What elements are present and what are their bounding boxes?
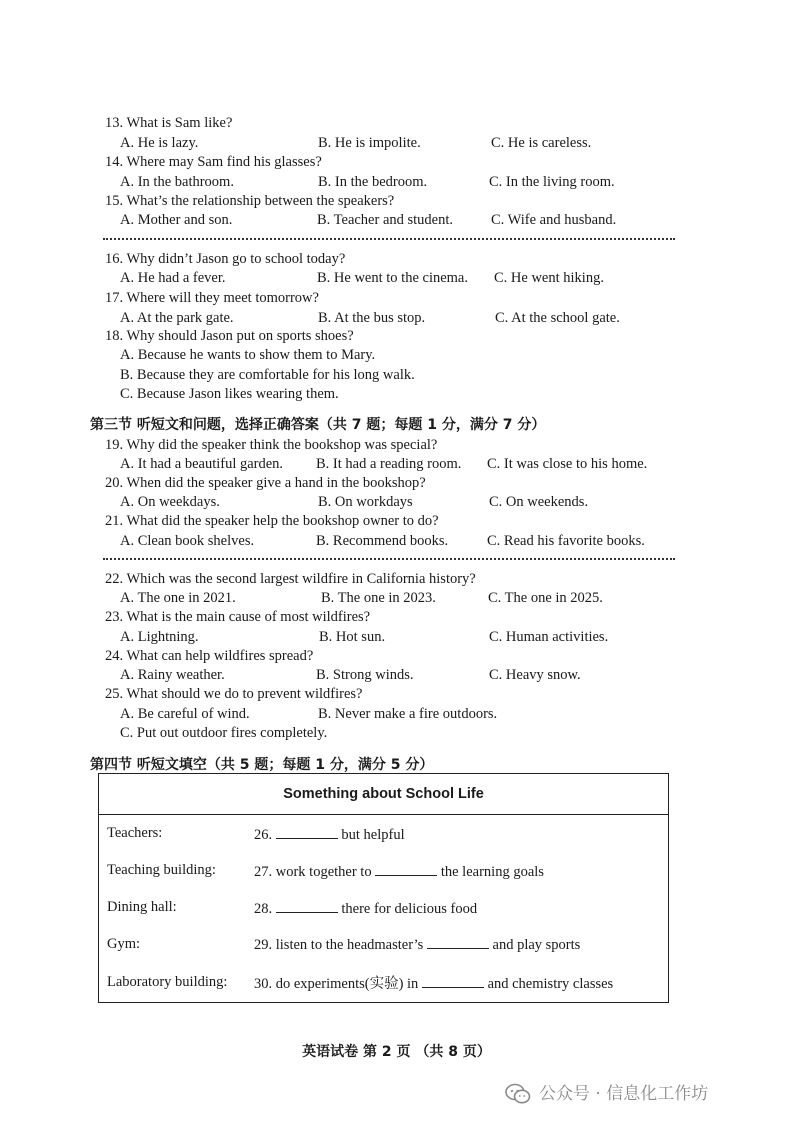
answer-blank-29[interactable]	[427, 934, 489, 949]
option-14b: B. In the bedroom.	[318, 174, 428, 190]
option-19c: C. It was close to his home.	[487, 456, 648, 472]
option-22c: C. The one in 2025.	[488, 590, 603, 606]
option-16b: B. He went to the cinema.	[317, 270, 468, 286]
option-20a: A. On weekdays.	[120, 494, 220, 510]
option-21a: A. Clean book shelves.	[120, 533, 255, 549]
option-17c: C. At the school gate.	[495, 310, 620, 326]
table-row	[99, 963, 669, 1003]
option-15a: A. Mother and son.	[120, 212, 233, 228]
question-18: 18. Why should Jason put on sports shoes?	[105, 328, 354, 344]
row-prefix: 26.	[254, 826, 273, 843]
row-suffix: and play sports	[492, 937, 581, 954]
row-content	[254, 926, 669, 963]
question-19: 19. Why did the speaker think the bookshop was special?	[105, 437, 438, 453]
option-16a: A. He had a fever.	[120, 270, 226, 286]
table-row	[99, 926, 669, 963]
question-24: 24. What can help wildfires spread?	[105, 648, 314, 664]
table-row	[99, 852, 669, 889]
option-21b: B. Recommend books.	[316, 533, 449, 549]
option-14c: C. In the living room.	[489, 174, 615, 190]
option-13b: B. He is impolite.	[318, 135, 421, 151]
option-21c: C. Read his favorite books.	[487, 533, 645, 549]
row-content	[254, 852, 669, 889]
question-16: 16. Why didn’t Jason go to school today?	[105, 251, 346, 267]
answer-blank-27[interactable]	[375, 861, 437, 876]
question-14: 14. Where may Sam find his glasses?	[105, 154, 322, 170]
row-prefix: 30. do experiments(实验) in	[254, 975, 419, 992]
option-23b: B. Hot sun.	[319, 629, 386, 645]
question-23: 23. What is the main cause of most wildfires?	[105, 609, 371, 625]
option-22a: A. The one in 2021.	[120, 590, 236, 606]
option-24b: B. Strong winds.	[316, 667, 414, 683]
row-content	[254, 963, 669, 1003]
option-20c: C. On weekends.	[489, 494, 589, 510]
section-3-heading: 第三节 听短文和问题，选择正确答案（共 7 题；每题 1 分，满分 7 分）	[90, 417, 546, 433]
dotted-divider	[103, 238, 675, 240]
row-suffix: the learning goals	[440, 863, 544, 880]
option-17b: B. At the bus stop.	[318, 310, 426, 326]
option-16c: C. He went hiking.	[494, 270, 604, 286]
row-suffix: but helpful	[341, 826, 405, 843]
answer-blank-28[interactable]	[276, 898, 338, 913]
answer-blank-26[interactable]	[276, 824, 338, 839]
option-19b: B. It had a reading room.	[316, 456, 462, 472]
option-24a: A. Rainy weather.	[120, 667, 225, 683]
option-19a: A. It had a beautiful garden.	[120, 456, 284, 472]
option-18b: B. Because they are comfortable for his long walk.	[120, 367, 415, 383]
option-15c: C. Wife and husband.	[491, 212, 617, 228]
option-25b: B. Never make a fire outdoors.	[318, 706, 498, 722]
watermark-text: 公众号 · 信息化工作坊	[539, 1084, 709, 1104]
question-17: 17. Where will they meet tomorrow?	[105, 290, 319, 306]
question-15: 15. What’s the relationship between the speakers?	[105, 193, 395, 209]
watermark	[505, 1079, 708, 1105]
option-18c: C. Because Jason likes wearing them.	[120, 386, 339, 402]
fill-in-table	[98, 773, 669, 1003]
option-13c: C. He is careless.	[491, 135, 592, 151]
row-label: Laboratory building:	[107, 973, 228, 990]
row-label: Dining hall:	[107, 899, 177, 916]
option-23a: A. Lightning.	[120, 629, 199, 645]
option-25c: C. Put out outdoor fires completely.	[120, 725, 328, 741]
option-13a: A. He is lazy.	[120, 135, 199, 151]
dotted-divider	[103, 558, 675, 560]
row-label: Teachers:	[107, 825, 163, 842]
option-14a: A. In the bathroom.	[120, 174, 234, 190]
section-4-heading: 第四节 听短文填空（共 5 题；每题 1 分，满分 5 分）	[90, 757, 434, 773]
page-footer: 英语试卷 第 2 页 （共 8 页）	[302, 1044, 491, 1060]
row-prefix: 29. listen to the headmaster’s	[254, 937, 424, 954]
row-suffix: and chemistry classes	[487, 975, 614, 992]
row-suffix: there for delicious food	[341, 900, 478, 917]
question-13: 13. What is Sam like?	[105, 115, 233, 131]
option-22b: B. The one in 2023.	[321, 590, 436, 606]
row-content	[254, 815, 669, 853]
question-22: 22. Which was the second largest wildfire in California history?	[105, 571, 476, 587]
option-18a: A. Because he wants to show them to Mary.	[120, 347, 376, 363]
row-label: Teaching building:	[107, 862, 216, 879]
option-24c: C. Heavy snow.	[489, 667, 581, 683]
wechat-icon	[505, 1083, 531, 1105]
option-23c: C. Human activities.	[489, 629, 609, 645]
row-prefix: 27. work together to	[254, 863, 372, 880]
option-17a: A. At the park gate.	[120, 310, 234, 326]
question-20: 20. When did the speaker give a hand in the bookshop?	[105, 475, 426, 491]
question-21: 21. What did the speaker help the bookshop owner to do?	[105, 513, 439, 529]
option-20b: B. On workdays	[318, 494, 413, 510]
row-prefix: 28.	[254, 900, 273, 917]
table-row	[99, 815, 669, 853]
option-15b: B. Teacher and student.	[317, 212, 454, 228]
table-row	[99, 889, 669, 926]
row-label: Gym:	[107, 935, 141, 952]
row-content	[254, 889, 669, 926]
question-25: 25. What should we do to prevent wildfires?	[105, 686, 363, 702]
option-25a: A. Be careful of wind.	[120, 706, 250, 722]
table-title: Something about School Life	[99, 774, 669, 815]
answer-blank-30[interactable]	[422, 973, 484, 988]
